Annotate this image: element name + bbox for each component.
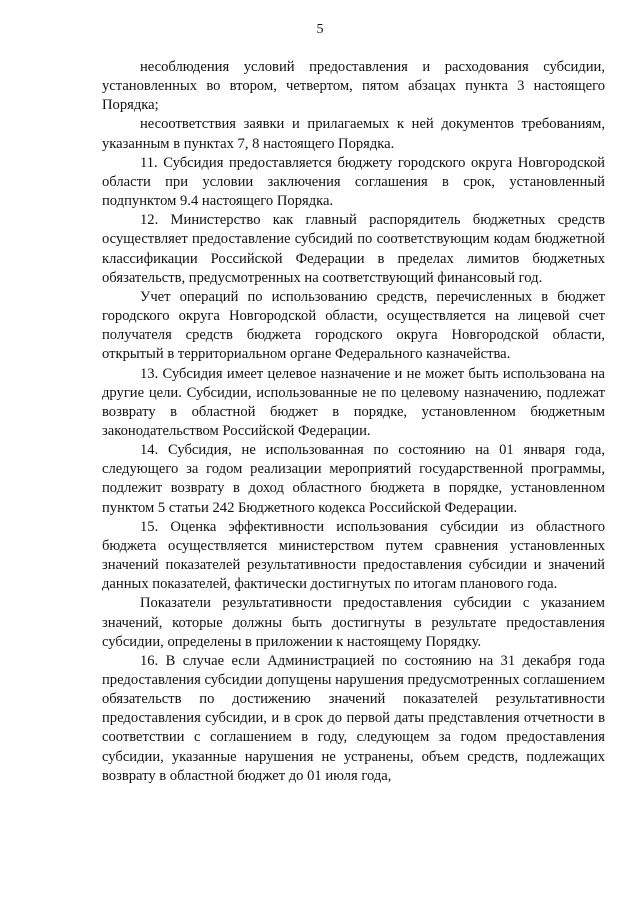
paragraph-item-15: 15. Оценка эффективности использования субсидии из областного бюджета осуществляется министерством путем сравнения установленных значений показателей результативности предоставления субсидии и значений данных показателей, фактически достигнутых по итогам планового года.: [102, 518, 605, 593]
paragraph-noncompliance-application: несоответствия заявки и прилагаемых к ней документов требованиям, указанным в пунктах 7, 8 настоящего Порядка.: [102, 116, 605, 152]
page-number: 5: [316, 22, 324, 37]
paragraph-item-16: 16. В случае если Администрацией по состоянию на 31 декабря года предоставления субсидии допущены нарушения предусмотренных соглашением обязательств по достижению значений показателей результативности предоставления субсидии, и в срок до первой даты представления отчетности в соответствии с соглашением в году, следующем за годом предоставления субсидии, указанные нарушения не устранены, объем средств, подлежащих возврату в областной бюджет до 01 июля года,: [102, 652, 605, 784]
document-body: [102, 58, 605, 786]
paragraph-accounting-operations: Учет операций по использованию средств, перечисленных в бюджет городского округа Новгородской области, осуществляется на лицевой счет получателя средств бюджета городского округа Новгородской области, открытый в территориальном органе Федерального казначейства.: [102, 288, 605, 363]
paragraph-item-11: 11. Субсидия предоставляется бюджету городского округа Новгородской области при условии заключения соглашения в срок, установленный подпунктом 9.4 настоящего Порядка.: [102, 154, 605, 210]
paragraph-item-12: 12. Министерство как главный распорядитель бюджетных средств осуществляет предоставление субсидий по соответствующим кодам бюджетной классификации Российской Федерации в пределах лимитов бюджетных обязательств, предусмотренных на соответствующий финансовый год.: [102, 212, 605, 286]
paragraph-item-13: 13. Субсидия имеет целевое назначение и не может быть использована на другие цели. Субсидии, использованные не по целевому назначению, подлежат возврату в областной бюджет в порядке, установленном бюджетным законодательством Российской Федерации.: [102, 365, 605, 439]
paragraph-item-14: 14. Субсидия, не использованная по состоянию на 01 января года, следующего за годом реализации мероприятий государственной программы, подлежит возврату в доход областного бюджета в порядке, установленном пунктом 5 статьи 242 Бюджетного кодекса Российской Федерации.: [102, 442, 605, 516]
paragraph-performance-indicators: Показатели результативности предоставления субсидии с указанием значений, которые должны быть достигнуты в результате предоставления субсидии, определены в приложении к настоящему Порядку.: [102, 595, 605, 650]
paragraph-noncompliance-conditions: несоблюдения условий предоставления и расходования субсидии, установленных во втором, четвертом, пятом абзацах пункта 3 настоящего Порядка;: [102, 59, 605, 114]
